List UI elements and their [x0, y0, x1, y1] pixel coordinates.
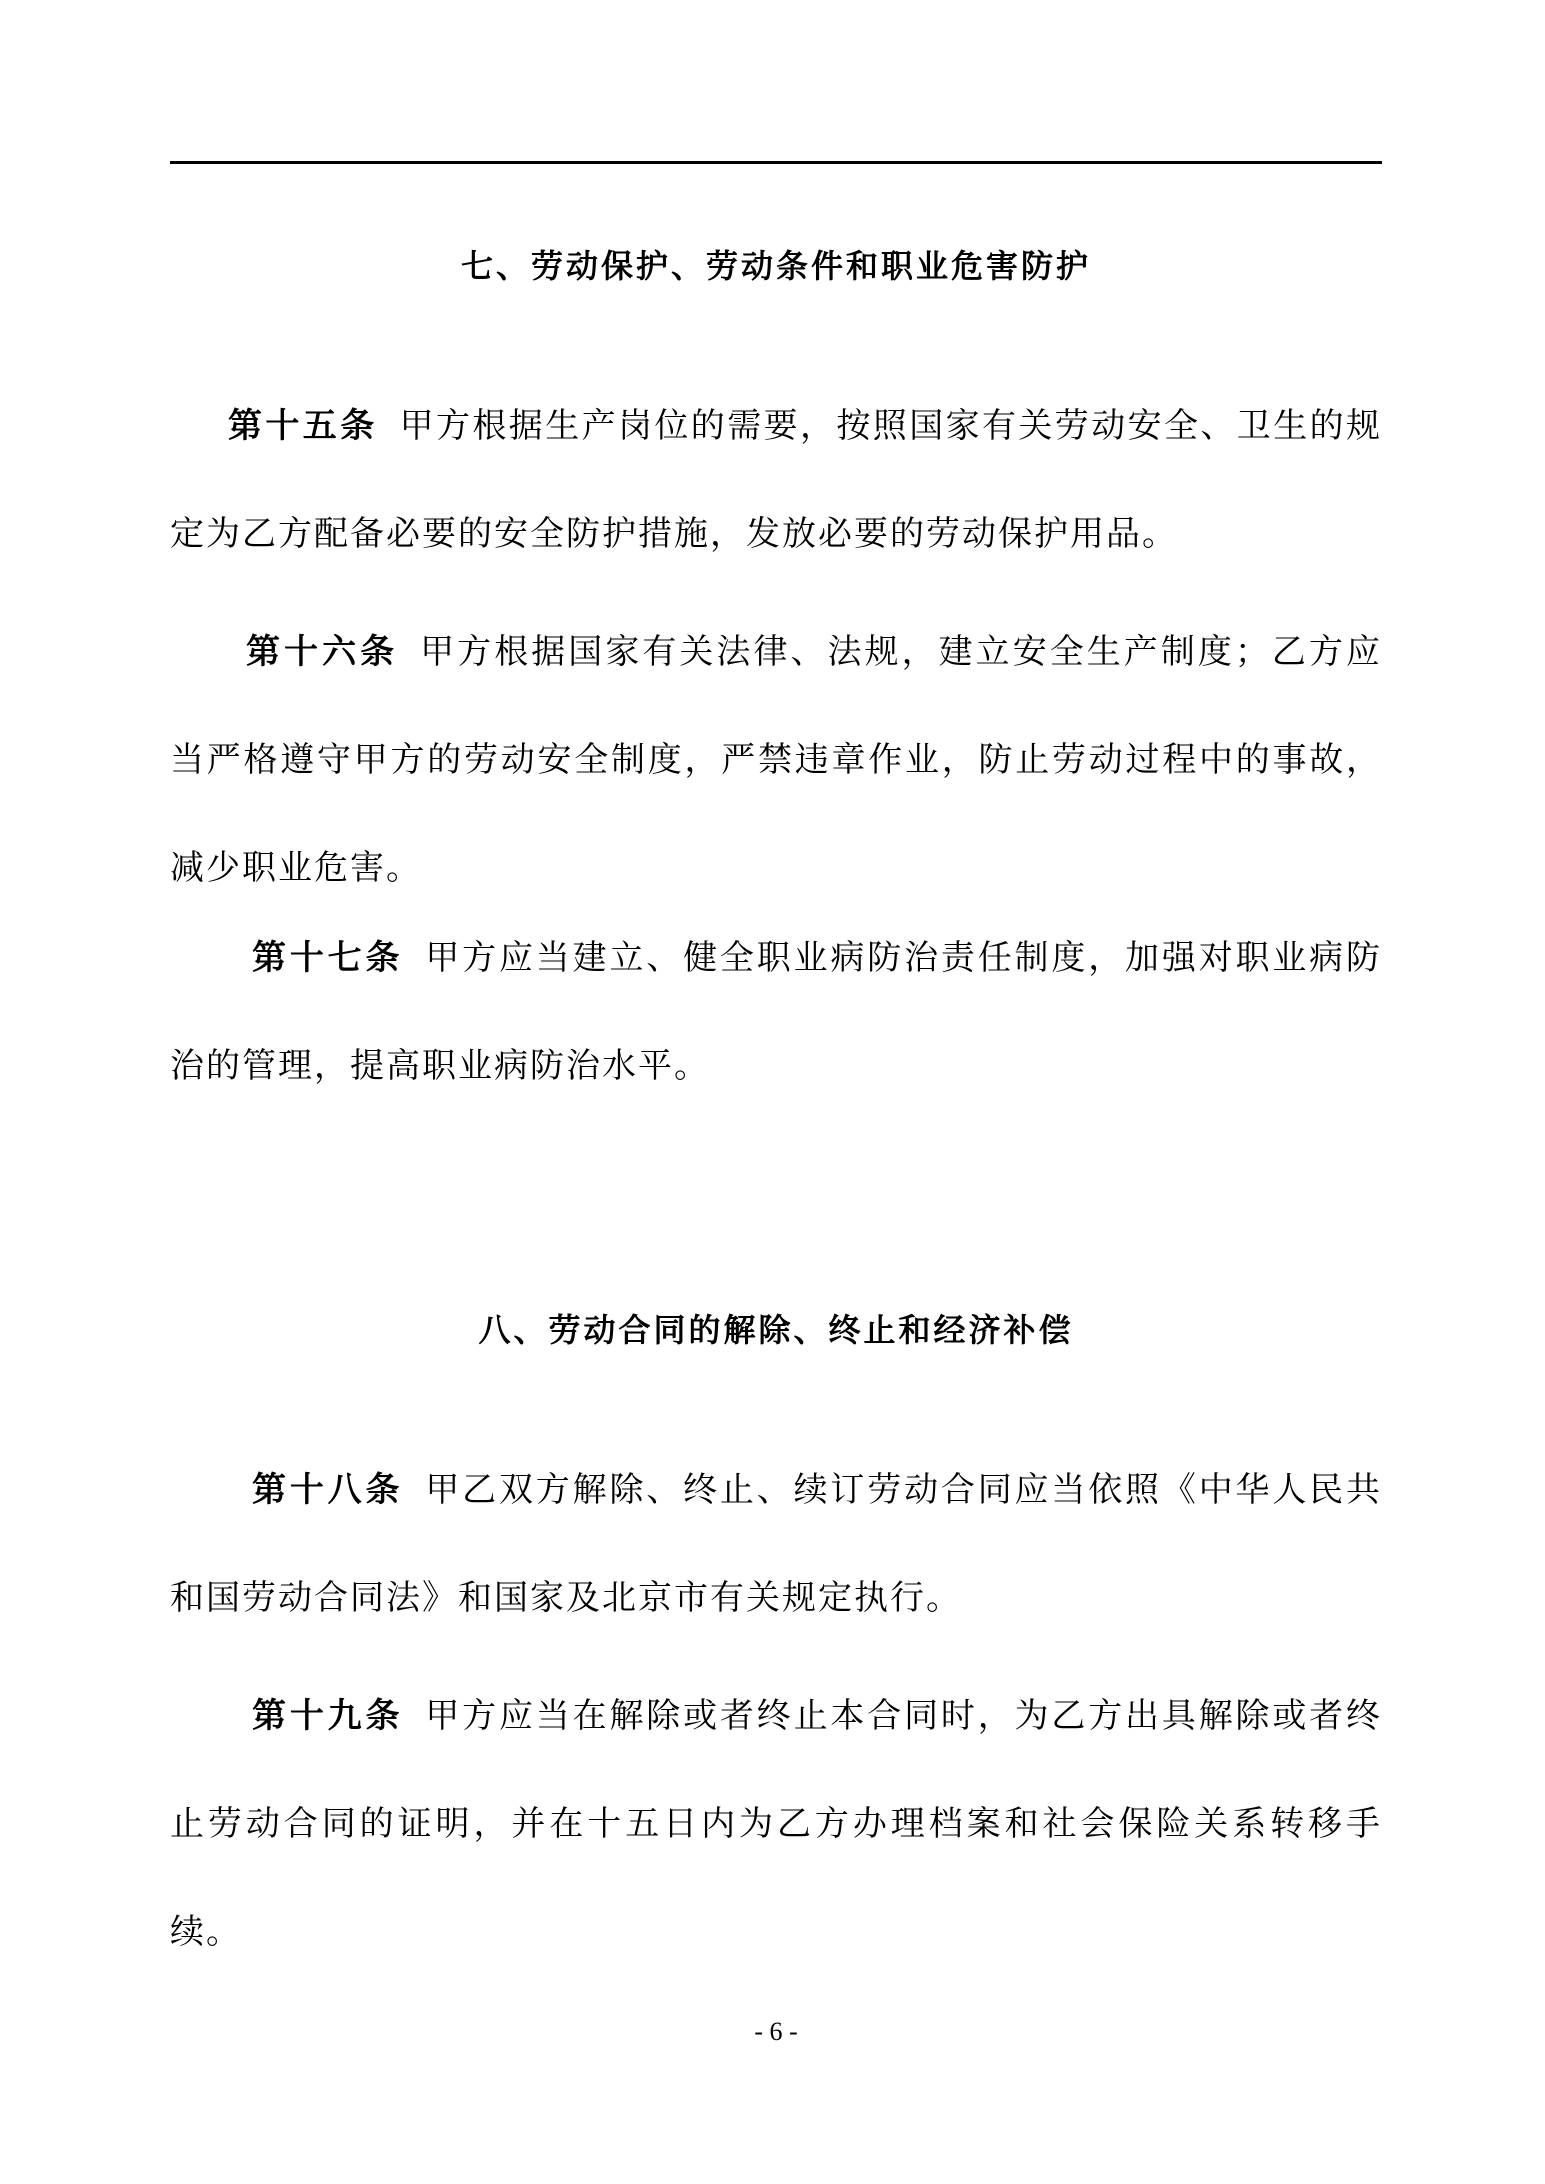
article-16 — [170, 598, 1382, 922]
article-17 — [170, 904, 1382, 1120]
article-18 — [170, 1436, 1382, 1652]
article-number: 第十六条 — [246, 632, 399, 672]
header-rule — [170, 161, 1382, 164]
article-text: 甲方根据国家有关法律、法规，建立安全生产制度；乙方应当严格遵守甲方的劳动安全制度，严禁违章作业，防止劳动过程中的事故，减少职业危害。 — [170, 632, 1383, 888]
section-heading-7: 七、劳动保护、劳动条件和职业危害防护 — [460, 247, 1091, 285]
article-text: 甲方应当建立、健全职业病防治责任制度，加强对职业病防治的管理，提高职业病防治水平。 — [170, 938, 1383, 1086]
article-15 — [170, 372, 1382, 588]
article-text: 甲方根据生产岗位的需要，按照国家有关劳动安全、卫生的规定为乙方配备必要的安全防护措施，发放必要的劳动保护用品。 — [170, 406, 1383, 554]
section-heading-8: 八、劳动合同的解除、终止和经济补偿 — [478, 1311, 1074, 1349]
article-number: 第十八条 — [252, 1470, 404, 1510]
article-19 — [170, 1662, 1382, 1986]
page-number: - 6 - — [754, 2017, 798, 2046]
article-text: 甲方应当在解除或者终止本合同时，为乙方出具解除或者终止劳动合同的证明，并在十五日内为乙方办理档案和社会保险关系转移手续。 — [170, 1696, 1383, 1952]
article-number: 第十五条 — [228, 406, 378, 446]
article-number: 第十九条 — [252, 1696, 404, 1736]
article-text: 甲乙双方解除、终止、续订劳动合同应当依照《中华人民共和国劳动合同法》和国家及北京市有关规定执行。 — [170, 1470, 1383, 1618]
article-number: 第十七条 — [252, 938, 404, 978]
